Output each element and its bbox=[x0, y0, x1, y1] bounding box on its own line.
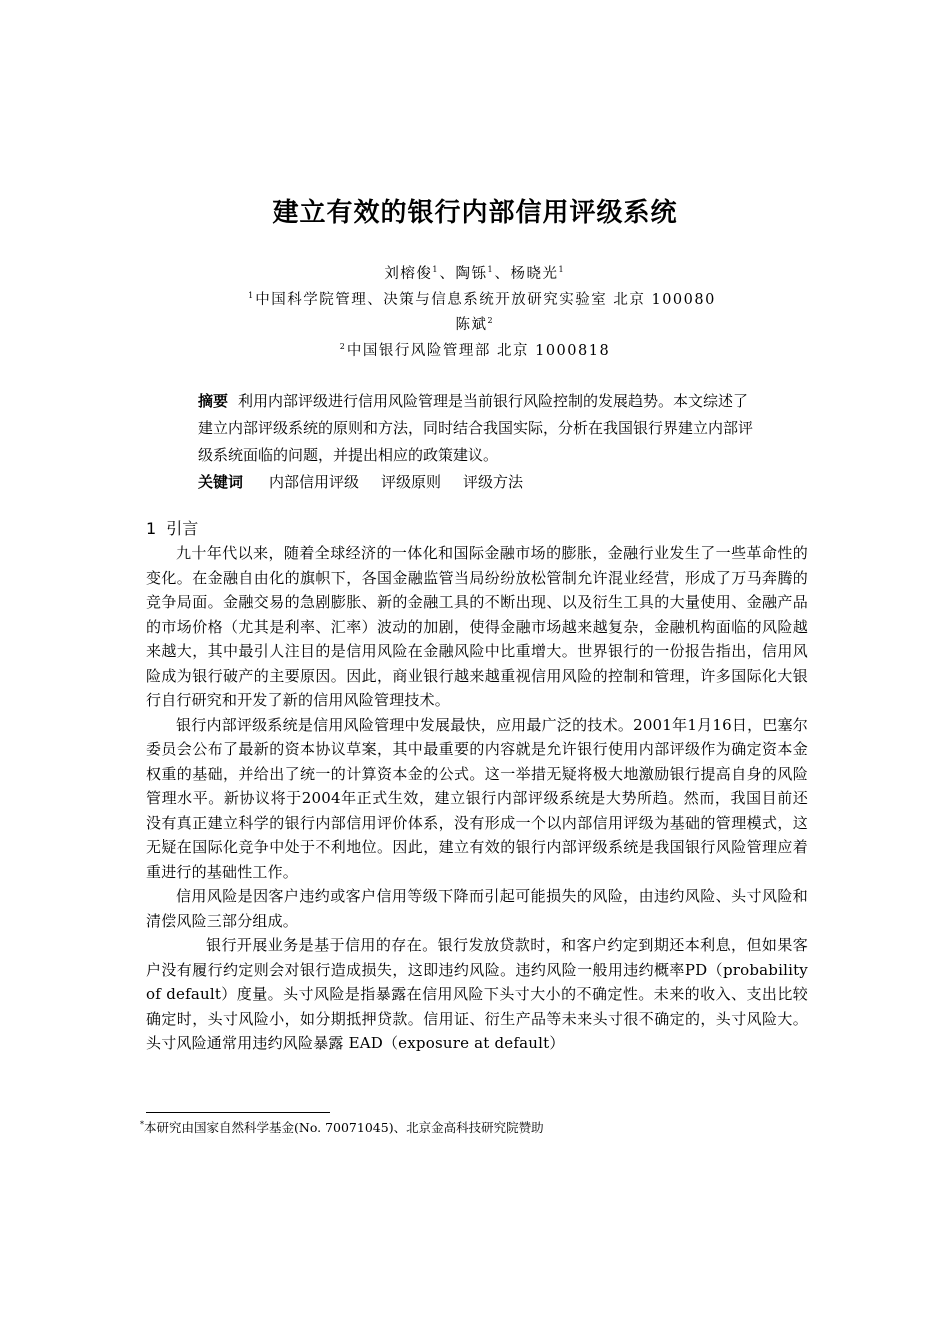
affiliation-marker: 2 bbox=[339, 342, 345, 352]
affiliation-marker: 1 bbox=[248, 291, 254, 301]
author-names: 刘榕俊 bbox=[384, 266, 433, 282]
keyword: 评级方法 bbox=[463, 473, 524, 491]
author-names: 、杨晓光 bbox=[494, 266, 559, 282]
keywords-label: 关键词 bbox=[198, 473, 244, 491]
affiliation-marker: 1 bbox=[487, 265, 493, 275]
keywords bbox=[198, 469, 758, 496]
keyword: 评级原则 bbox=[381, 473, 442, 491]
author-list-1 bbox=[0, 262, 950, 283]
paragraph: 信用风险是因客户违约或客户信用等级下降而引起可能损失的风险，由违约风险、头寸风险和清偿风险三部分组成。 bbox=[146, 887, 808, 930]
footnote bbox=[140, 1118, 544, 1136]
abstract-text: 利用内部评级进行信用风险管理是当前银行风险控制的发展趋势。本文综述了建立内部评级系统的原则和方法，同时结合我国实际，分析在我国银行界建立内部评级系统面临的问题，并提出相应的政策建议。 bbox=[198, 392, 754, 464]
footnote-divider bbox=[146, 1112, 330, 1113]
affiliation-marker: 1 bbox=[558, 265, 564, 275]
paragraph: 九十年代以来，随着全球经济的一体化和国际金融市场的膨胀，金融行业发生了一些革命性的变化。在金融自由化的旗帜下，各国金融监管当局纷纷放松管制允许混业经营，形成了万马奔腾的竞争局面。金融交易的急剧膨胀、新的金融工具的不断出现、以及衍生工具的大量使用、金融产品的市场价格（尤其是利率、汇率）波动的加剧，使得金融市场越来越复杂，金融机构面临的风险越来越大，其中最引人注目的是信用风险在金融风险中比重增大。世界银行的一份报告指出，信用风险成为银行破产的主要原因。因此，商业银行越来越重视信用风险的控制和管理，许多国际化大银行自行研究和开发了新的信用风险管理技术。 bbox=[146, 544, 808, 709]
affiliation-2 bbox=[0, 339, 950, 360]
author-names: 、陶铄 bbox=[439, 266, 488, 282]
footnote-text: 本研究由国家自然科学基金(No. 70071045)、北京金高科技研究院赞助 bbox=[144, 1120, 544, 1135]
affiliation-marker: 2 bbox=[487, 316, 493, 326]
footnote-marker: * bbox=[140, 1119, 144, 1129]
affiliation-1 bbox=[0, 288, 950, 309]
keyword: 内部信用评级 bbox=[269, 473, 360, 491]
abstract-block bbox=[198, 388, 758, 496]
paragraph: 银行内部评级系统是信用风险管理中发展最快，应用最广泛的技术。2001年1月16日，巴塞尔委员会公布了最新的资本协议草案，其中最重要的内容就是允许银行使用内部评级作为确定资本金权重的基础，并给出了统一的计算资本金的公式。这一举措无疑将极大地激励银行提高自身的风险管理水平。新协议将于2004年正式生效，建立银行内部评级系统是大势所趋。然而，我国目前还没有真正建立科学的银行内部信用评价体系，没有形成一个以内部信用评级为基础的管理模式，这无疑在国际化竞争中处于不利地位。因此，建立有效的银行内部评级系统是我国银行风险管理应着重进行的基础性工作。 bbox=[146, 715, 808, 881]
section-heading bbox=[146, 516, 198, 539]
section-number: 1 bbox=[146, 519, 157, 538]
affiliation-text: 中国科学院管理、决策与信息系统开放研究实验室 北京 100080 bbox=[255, 292, 716, 308]
body-text bbox=[146, 541, 808, 1056]
paper-title: 建立有效的银行内部信用评级系统 bbox=[272, 198, 678, 228]
affiliation-text: 中国银行风险管理部 北京 1000818 bbox=[346, 343, 611, 359]
author-list-2 bbox=[0, 313, 950, 334]
paragraph: 银行开展业务是基于信用的存在。银行发放贷款时，和客户约定到期还本利息，但如果客户没有履行约定则会对银行造成损失，这即违约风险。违约风险一般用违约概率PD（probability of default）度量。头寸风险是指暴露在信用风险下头寸大小的不确定性。未来的收入、支出比较确定时，头寸风险小，如分期抵押贷款。信用证、衍生产品等未来头寸很不确定的，头寸风险大。头寸风险通常用违约风险暴露 EAD（exposure at default） bbox=[146, 936, 808, 1052]
section-title: 引言 bbox=[166, 519, 199, 538]
abstract-label: 摘要 bbox=[198, 392, 229, 410]
affiliation-marker: 1 bbox=[432, 265, 438, 275]
author-name: 陈斌 bbox=[455, 317, 488, 333]
abstract bbox=[198, 388, 758, 469]
